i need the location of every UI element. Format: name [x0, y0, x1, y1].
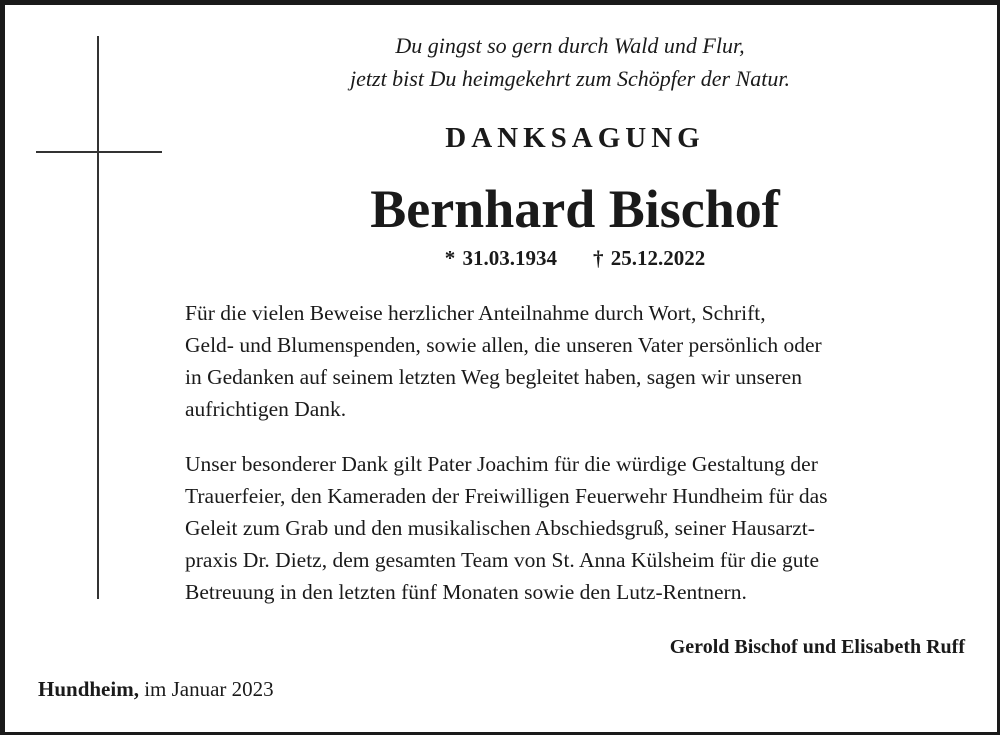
signature: Gerold Bischof und Elisabeth Ruff [669, 636, 965, 658]
death-date: † 25.12.2022 [593, 246, 706, 270]
text-line: Betreuung in den letzten fünf Monaten sowie den Lutz-Rentnern. [185, 580, 747, 604]
date: im Januar 2023 [144, 677, 274, 701]
text-line: Trauerfeier, den Kameraden der Freiwilligen Feuerwehr Hundheim für das [185, 484, 828, 508]
text-line: praxis Dr. Dietz, dem gesamten Team von St. Anna Külsheim für die gute [185, 548, 820, 572]
text-line: Für die vielen Beweise herzlicher Anteilnahme durch Wort, Schrift, [185, 301, 766, 325]
life-dates [300, 246, 850, 271]
cross-icon-horizontal [36, 151, 162, 153]
text-line: aufrichtigen Dank. [185, 397, 347, 421]
poem-line: Du gingst so gern durch Wald und Flur, [395, 33, 745, 58]
poem-line: jetzt bist Du heimgekehrt zum Schöpfer der Natur. [350, 66, 790, 91]
thanks-paragraph-1 [185, 297, 975, 425]
deceased-name: Bernhard Bischof [370, 179, 780, 239]
poem [300, 29, 840, 95]
cross-icon-vertical [97, 36, 99, 599]
text-line: in Gedanken auf seinem letzten Weg begleitet haben, sagen wir unseren [185, 365, 802, 389]
place: Hundheim, [38, 677, 139, 701]
heading: DANKSAGUNG [445, 122, 705, 154]
text-line: Unser besonderer Dank gilt Pater Joachim für die würdige Gestaltung der [185, 452, 818, 476]
thanks-paragraph-2 [185, 448, 975, 608]
text-line: Geld- und Blumenspenden, sowie allen, die unseren Vater persönlich oder [185, 333, 822, 357]
birth-date: * 31.03.1934 [444, 246, 557, 270]
place-date [38, 677, 274, 702]
text-line: Geleit zum Grab und den musikalischen Abschiedsgruß, seiner Hausarzt- [185, 516, 815, 540]
